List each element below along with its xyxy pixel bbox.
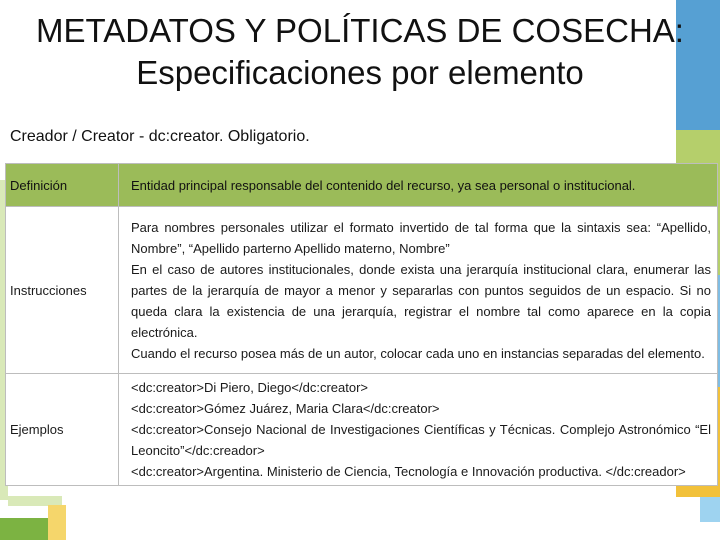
- table-row-definicion: [6, 164, 718, 207]
- title-line-2: Especificaciones por elemento: [136, 54, 584, 91]
- example-line: <dc:creator>Gómez Juárez, Maria Clara</dc:creator>: [131, 401, 440, 416]
- decorative-blue-block: [700, 497, 720, 522]
- page-title: [0, 10, 720, 94]
- instruction-paragraph: Para nombres personales utilizar el formato invertido de tal forma que la sintaxis sea: “Apellido, Nombre”, “Apellido parterno Apellido materno, Nombre”: [131, 219, 711, 256]
- element-subtitle: Creador / Creator - dc:creator. Obligatorio.: [10, 128, 310, 145]
- table-row-ejemplos: [6, 374, 718, 486]
- example-line: <dc:creator>Argentina. Ministerio de Ciencia, Tecnología e Innovación productiva. </dc:creador>: [131, 464, 686, 479]
- table-row-instrucciones: [6, 207, 718, 374]
- decorative-yellow-block: [48, 505, 66, 540]
- instruction-paragraph: Cuando el recurso posea más de un autor, colocar cada uno en instancias separadas del elemento.: [131, 345, 705, 361]
- row-label: Definición: [6, 164, 119, 207]
- title-line-1: METADATOS Y POLÍTICAS DE COSECHA:: [36, 12, 684, 49]
- examples-cell: [119, 374, 718, 486]
- instructions-cell: [119, 207, 718, 374]
- spec-table: [5, 163, 718, 486]
- instruction-paragraph: En el caso de autores institucionales, donde exista una jerarquía institucional clara, enumerar las partes de la jerarquía de mayor a menor y separarlas con puntos seguidos de un espacio. Si no queda clara la existencia de una jerarquía, registrar el nombre tal como aparece en la copia electrónica.: [131, 261, 711, 340]
- row-label: Instrucciones: [6, 207, 119, 374]
- definition-text: Entidad principal responsable del contenido del recurso, ya sea personal o institucional.: [119, 164, 718, 207]
- example-line: <dc:creator>Consejo Nacional de Investigaciones Científicas y Técnicas. Complejo Astronómico “El Leoncito”</dc:creador>: [131, 422, 711, 458]
- example-line: <dc:creator>Di Piero, Diego</dc:creator>: [131, 380, 369, 395]
- decorative-green-block: [0, 518, 48, 540]
- row-label: Ejemplos: [6, 374, 119, 486]
